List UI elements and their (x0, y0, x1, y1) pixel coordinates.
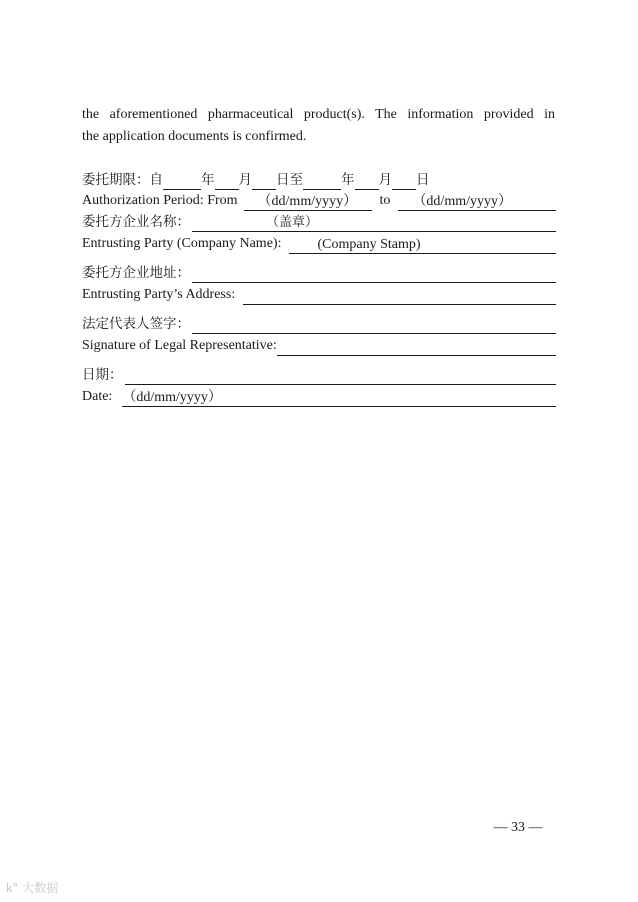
date-en-label: Date: (82, 389, 113, 404)
signature-en-field[interactable] (277, 339, 556, 356)
address-en-row (82, 285, 556, 305)
period-en-to-value: （dd/mm/yyyy） (412, 194, 512, 209)
company-zh-stamp: （盖章） (266, 215, 319, 230)
period-zh-day2-blank[interactable] (392, 173, 416, 190)
company-en-field[interactable] (289, 237, 556, 254)
period-zh-month-label: 月 (238, 172, 252, 188)
date-zh-label: 日期： (82, 367, 123, 383)
period-zh-month2-label: 月 (378, 172, 392, 188)
period-zh-year-blank[interactable] (163, 173, 201, 190)
period-zh-year2-blank[interactable] (303, 173, 341, 190)
paragraph-line-1: the aforementioned pharmaceutical product(s). The information provided in (82, 107, 555, 122)
body-paragraph (82, 104, 555, 148)
date-en-value: （dd/mm/yyyy） (122, 390, 222, 405)
period-zh-month2-blank[interactable] (355, 173, 379, 190)
company-zh-label: 委托方企业名称： (82, 214, 190, 230)
company-zh-row (82, 212, 556, 232)
company-en-label: Entrusting Party (Company Name): (82, 236, 282, 251)
period-en-to-label: to (379, 193, 391, 208)
address-zh-field[interactable] (192, 266, 556, 283)
signature-zh-row (82, 314, 556, 334)
watermark-text: 大数据 (22, 881, 59, 895)
period-zh-day-to-label: 日至 (276, 172, 303, 188)
period-en-to-field[interactable] (398, 194, 556, 211)
period-zh-row (82, 170, 556, 190)
company-en-stamp: (Company Stamp) (317, 237, 421, 252)
date-en-field[interactable] (122, 390, 556, 407)
signature-en-label: Signature of Legal Representative: (82, 338, 277, 353)
period-zh-month-blank[interactable] (215, 173, 239, 190)
period-zh-from-label: 委托期限：自 (82, 172, 163, 188)
period-en-row (82, 191, 556, 211)
company-en-row (82, 234, 556, 254)
period-zh-year2-label: 年 (341, 172, 355, 188)
date-zh-row (82, 365, 556, 385)
watermark (6, 879, 58, 896)
period-en-from-field[interactable] (244, 194, 372, 211)
address-en-field[interactable] (243, 288, 556, 305)
address-zh-label: 委托方企业地址： (82, 265, 190, 281)
signature-zh-label: 法定代表人签字： (82, 316, 190, 332)
page-number: — 33 — (493, 820, 543, 835)
period-en-from-value: （dd/mm/yyyy） (257, 194, 358, 209)
period-en-label: Authorization Period: From (82, 193, 238, 208)
date-zh-field[interactable] (125, 368, 557, 385)
signature-en-row (82, 336, 556, 356)
address-en-label: Entrusting Party’s Address: (82, 287, 236, 302)
date-en-row (82, 387, 556, 407)
address-zh-row (82, 263, 556, 283)
paragraph-line-2: the application documents is confirmed. (82, 129, 307, 144)
period-zh-day-blank[interactable] (252, 173, 276, 190)
watermark-logo-icon: ꝃ° (6, 881, 19, 895)
period-zh-year-label: 年 (201, 172, 215, 188)
signature-zh-field[interactable] (192, 317, 556, 334)
period-zh-day2-label: 日 (416, 172, 430, 188)
company-zh-field[interactable] (192, 215, 556, 232)
